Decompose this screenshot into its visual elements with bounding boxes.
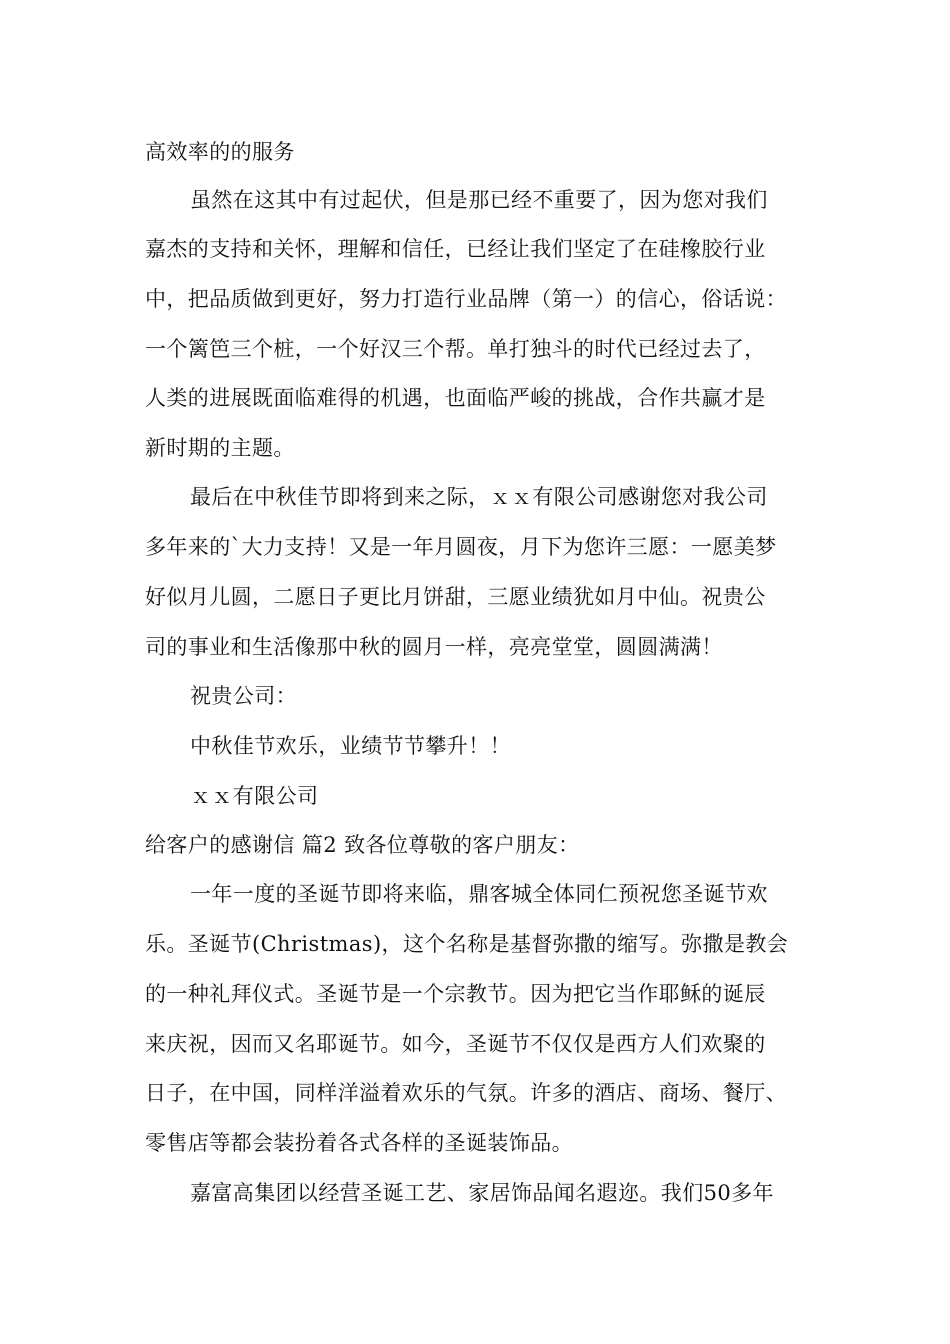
text-line: 虽然在这其中有过起伏，但是那已经不重要了，因为您对我们 xyxy=(190,188,768,212)
signature-line: ｘｘ有限公司 xyxy=(190,784,319,808)
text-line: 一个篱笆三个桩，一个好汉三个帮。单打独斗的时代已经过去了， xyxy=(145,337,766,361)
text-line: 好似月儿圆，二愿日子更比月饼甜，三愿业绩犹如月中仙。祝贵公 xyxy=(145,585,766,609)
text-line: 日子，在中国，同样洋溢着欢乐的气氛。许多的酒店、商场、餐厅、 xyxy=(145,1081,787,1105)
text-line: 一年一度的圣诞节即将来临，鼎客城全体同仁预祝您圣诞节欢 xyxy=(190,882,768,906)
text-line: 乐。圣诞节(Christmas)，这个名称是基督弥撒的缩写。弥撒是教会 xyxy=(145,932,789,956)
text-line: 嘉富高集团以经营圣诞工艺、家居饰品闻名遐迩。我们50多年 xyxy=(190,1181,774,1205)
text-line: 多年来的`大力支持！又是一年月圆夜，月下为您许三愿：一愿美梦 xyxy=(145,535,777,559)
text-line: 来庆祝，因而又名耶诞节。如今，圣诞节不仅仅是西方人们欢聚的 xyxy=(145,1032,766,1056)
text-line: 中秋佳节欢乐，业绩节节攀升！！ xyxy=(190,734,511,758)
text-line: 高效率的的服务 xyxy=(145,140,295,164)
text-line: 最后在中秋佳节即将到来之际，ｘｘ有限公司感谢您对我公司 xyxy=(190,485,768,509)
text-line: 嘉杰的支持和关怀，理解和信任，已经让我们坚定了在硅橡胶行业 xyxy=(145,237,766,261)
text-line: 中，把品质做到更好，努力打造行业品牌（第一）的信心，俗话说： xyxy=(145,287,787,311)
text-line: 司的事业和生活像那中秋的圆月一样，亮亮堂堂，圆圆满满！ xyxy=(145,635,723,659)
section-heading: 给客户的感谢信 篇2 致各位尊敬的客户朋友： xyxy=(145,833,580,857)
text-line: 的一种礼拜仪式。圣诞节是一个宗教节。因为把它当作耶稣的诞辰 xyxy=(145,982,766,1006)
text-line: 新时期的主题。 xyxy=(145,436,295,460)
text-line: 人类的进展既面临难得的机遇，也面临严峻的挑战，合作共赢才是 xyxy=(145,386,766,410)
text-line: 祝贵公司： xyxy=(190,684,297,708)
text-line: 零售店等都会装扮着各式各样的圣诞装饰品。 xyxy=(145,1131,573,1155)
